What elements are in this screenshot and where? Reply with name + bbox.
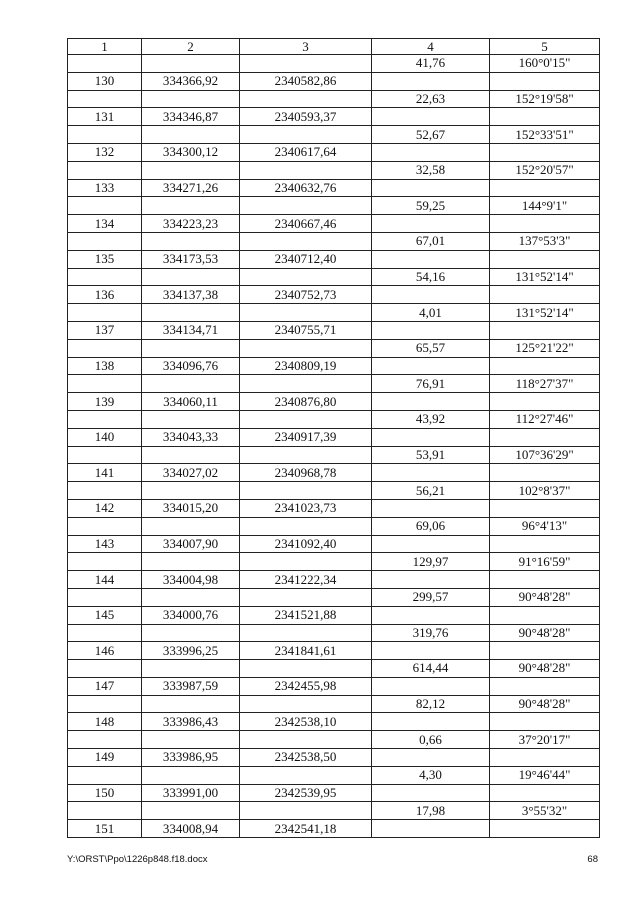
table-cell-col-4: 299,57 [372,588,490,606]
table-cell-col-3 [240,55,372,73]
table-cell-col-5 [490,72,600,90]
table-cell-col-2: 334134,71 [142,321,240,339]
table-row [68,731,600,749]
table-cell-col-2: 334007,90 [142,535,240,553]
table-row [68,464,600,482]
table-cell-col-5 [490,215,600,233]
table-row [68,286,600,304]
table-row [68,215,600,233]
table-cell-col-3: 2341092,40 [240,535,372,553]
table-cell-col-1 [68,766,142,784]
table-cell-col-4 [372,108,490,126]
table-cell-col-3 [240,553,372,571]
table-cell-col-3: 2340582,86 [240,72,372,90]
table-cell-col-1: 142 [68,499,142,517]
table-cell-col-5: 118°27'37" [490,375,600,393]
table-cell-col-4 [372,143,490,161]
table-cell-col-5 [490,286,600,304]
table-cell-col-5: 107°36'29" [490,446,600,464]
table-cell-col-3: 2340632,76 [240,179,372,197]
table-row [68,802,600,820]
table-row [68,410,600,428]
table-cell-col-5 [490,784,600,802]
table-cell-col-2: 334096,76 [142,357,240,375]
table-cell-col-3: 2340876,80 [240,393,372,411]
table-row [68,588,600,606]
table-cell-col-4 [372,713,490,731]
table-cell-col-2 [142,161,240,179]
table-row [68,393,600,411]
table-body [68,55,600,838]
table-cell-col-4: 59,25 [372,197,490,215]
table-row [68,713,600,731]
table-cell-col-4: 614,44 [372,660,490,678]
table-cell-col-2 [142,339,240,357]
table-cell-col-3: 2340968,78 [240,464,372,482]
table-row [68,660,600,678]
table-cell-col-2: 334060,11 [142,393,240,411]
table-header-row [68,39,600,55]
table-cell-col-5: 90°48'28" [490,624,600,642]
table-cell-col-3 [240,339,372,357]
table-cell-col-3: 2340755,71 [240,321,372,339]
table-cell-col-4: 43,92 [372,410,490,428]
table-cell-col-5: 90°48'28" [490,660,600,678]
table-cell-col-1: 134 [68,215,142,233]
table-cell-col-3 [240,446,372,464]
table-cell-col-3: 2340593,37 [240,108,372,126]
table-cell-col-4 [372,499,490,517]
table-cell-col-5 [490,571,600,589]
table-row [68,55,600,73]
table-cell-col-1: 135 [68,250,142,268]
table-cell-col-5 [490,464,600,482]
table-cell-col-5 [490,393,600,411]
table-cell-col-2 [142,766,240,784]
table-row [68,517,600,535]
table-cell-col-1: 149 [68,749,142,767]
footer-file-path: Y:\ORST\Ppo\1226p848.f18.docx [67,854,208,865]
table-cell-col-2: 333987,59 [142,677,240,695]
table-cell-col-1 [68,410,142,428]
table-cell-col-4: 76,91 [372,375,490,393]
table-cell-col-4: 53,91 [372,446,490,464]
table-cell-col-5 [490,642,600,660]
table-cell-col-1: 150 [68,784,142,802]
table-cell-col-1 [68,482,142,500]
table-cell-col-4 [372,250,490,268]
table-row [68,766,600,784]
table-cell-col-4: 82,12 [372,695,490,713]
table-cell-col-5 [490,321,600,339]
table-cell-col-3 [240,268,372,286]
table-cell-col-4: 52,67 [372,126,490,144]
table-cell-col-2: 334173,53 [142,250,240,268]
table-row [68,535,600,553]
table-cell-col-5: 160°0'15" [490,55,600,73]
table-cell-col-1: 140 [68,428,142,446]
table-cell-col-2 [142,55,240,73]
table-cell-col-1 [68,517,142,535]
table-cell-col-3 [240,304,372,322]
table-cell-col-4: 65,57 [372,339,490,357]
table-row [68,250,600,268]
table-cell-col-5: 90°48'28" [490,695,600,713]
table-cell-col-2 [142,126,240,144]
table-cell-col-4: 41,76 [372,55,490,73]
table-cell-col-2: 334366,92 [142,72,240,90]
table-cell-col-3: 2342455,98 [240,677,372,695]
table-cell-col-3 [240,197,372,215]
table-row [68,197,600,215]
table-cell-col-1 [68,126,142,144]
table-cell-col-4 [372,215,490,233]
table-cell-col-1: 151 [68,820,142,838]
column-header-2: 2 [142,39,240,55]
table-cell-col-5 [490,535,600,553]
table-cell-col-4 [372,357,490,375]
table-cell-col-5: 102°8'37" [490,482,600,500]
table-cell-col-1: 139 [68,393,142,411]
table-cell-col-3: 2342538,50 [240,749,372,767]
table-cell-col-3: 2341222,34 [240,571,372,589]
table-cell-col-5 [490,357,600,375]
table-cell-col-1: 148 [68,713,142,731]
table-cell-col-3 [240,731,372,749]
table-cell-col-2 [142,517,240,535]
table-cell-col-5 [490,820,600,838]
table-cell-col-3: 2341841,61 [240,642,372,660]
table-cell-col-4 [372,606,490,624]
table-cell-col-3: 2342539,95 [240,784,372,802]
table-row [68,482,600,500]
table-cell-col-4 [372,677,490,695]
table-cell-col-5: 152°33'51" [490,126,600,144]
table-cell-col-5: 137°53'3" [490,232,600,250]
table-cell-col-4: 67,01 [372,232,490,250]
table-cell-col-1: 143 [68,535,142,553]
table-cell-col-2: 334271,26 [142,179,240,197]
table-cell-col-4: 0,66 [372,731,490,749]
table-cell-col-4 [372,321,490,339]
table-cell-col-4 [372,72,490,90]
table-row [68,232,600,250]
footer-page-number: 68 [587,854,598,865]
table-cell-col-5: 3°55'32" [490,802,600,820]
table-row [68,784,600,802]
table-cell-col-2: 334000,76 [142,606,240,624]
table-row [68,304,600,322]
table-cell-col-3 [240,375,372,393]
table-cell-col-3 [240,232,372,250]
table-cell-col-1: 137 [68,321,142,339]
table-cell-col-4: 56,21 [372,482,490,500]
table-cell-col-4 [372,571,490,589]
table-cell-col-1 [68,731,142,749]
column-header-4: 4 [372,39,490,55]
table-row [68,339,600,357]
table-cell-col-1: 138 [68,357,142,375]
table-cell-col-1 [68,339,142,357]
table-cell-col-1: 133 [68,179,142,197]
table-cell-col-1 [68,446,142,464]
table-cell-col-1 [68,268,142,286]
table-cell-col-1: 130 [68,72,142,90]
table-cell-col-1: 145 [68,606,142,624]
table-row [68,606,600,624]
table-cell-col-4: 54,16 [372,268,490,286]
table-cell-col-5 [490,108,600,126]
column-header-5: 5 [490,39,600,55]
table-row [68,446,600,464]
table-row [68,321,600,339]
table-cell-col-3 [240,517,372,535]
table-cell-col-3 [240,161,372,179]
table-cell-col-2: 334008,94 [142,820,240,838]
table-cell-col-1: 146 [68,642,142,660]
table-cell-col-5: 125°21'22" [490,339,600,357]
table-row [68,108,600,126]
table-row [68,72,600,90]
table-cell-col-1: 141 [68,464,142,482]
table-cell-col-3 [240,766,372,784]
column-header-1: 1 [68,39,142,55]
table-cell-col-3: 2340917,39 [240,428,372,446]
table-cell-col-3 [240,90,372,108]
table-cell-col-5: 91°16'59" [490,553,600,571]
table-cell-col-2 [142,482,240,500]
table-cell-col-5 [490,179,600,197]
table-row [68,749,600,767]
table-row [68,161,600,179]
table-cell-col-3: 2340667,46 [240,215,372,233]
table-cell-col-5: 19°46'44" [490,766,600,784]
table-cell-col-3: 2341023,73 [240,499,372,517]
table-cell-col-1: 144 [68,571,142,589]
table-row [68,143,600,161]
table-cell-col-3: 2340617,64 [240,143,372,161]
table-cell-col-2: 334346,87 [142,108,240,126]
table-cell-col-2 [142,553,240,571]
table-cell-col-1 [68,624,142,642]
table-cell-col-1 [68,197,142,215]
table-cell-col-2: 333996,25 [142,642,240,660]
table-cell-col-4: 32,58 [372,161,490,179]
table-cell-col-4 [372,784,490,802]
table-row [68,179,600,197]
table-cell-col-2: 334300,12 [142,143,240,161]
table-row [68,695,600,713]
table-cell-col-1: 136 [68,286,142,304]
table-cell-col-1 [68,802,142,820]
table-row [68,820,600,838]
table-row [68,624,600,642]
table-cell-col-2 [142,268,240,286]
table-cell-col-4 [372,642,490,660]
table-row [68,642,600,660]
table-cell-col-1 [68,55,142,73]
table-row [68,499,600,517]
table-cell-col-4 [372,535,490,553]
coordinates-table [67,38,600,838]
table-cell-col-4: 129,97 [372,553,490,571]
table-cell-col-3 [240,660,372,678]
table-cell-col-5: 90°48'28" [490,588,600,606]
table-cell-col-3: 2340809,19 [240,357,372,375]
table-row [68,126,600,144]
table-cell-col-3 [240,410,372,428]
table-cell-col-4 [372,749,490,767]
table-cell-col-1: 131 [68,108,142,126]
table-cell-col-4 [372,428,490,446]
table-cell-col-2 [142,588,240,606]
table-cell-col-5 [490,606,600,624]
table-cell-col-5: 96°4'13" [490,517,600,535]
table-cell-col-1: 132 [68,143,142,161]
table-cell-col-5: 144°9'1" [490,197,600,215]
table-cell-col-2 [142,375,240,393]
table-cell-col-4 [372,393,490,411]
table-cell-col-1 [68,695,142,713]
table-cell-col-2: 333991,00 [142,784,240,802]
table-cell-col-5 [490,499,600,517]
table-cell-col-1 [68,553,142,571]
table-cell-col-3: 2340752,73 [240,286,372,304]
table-cell-col-2: 333986,43 [142,713,240,731]
table-cell-col-1: 147 [68,677,142,695]
table-cell-col-5 [490,677,600,695]
table-cell-col-1 [68,90,142,108]
column-header-3: 3 [240,39,372,55]
table-cell-col-2 [142,446,240,464]
table-row [68,677,600,695]
table-cell-col-4: 69,06 [372,517,490,535]
table-cell-col-5: 131°52'14" [490,268,600,286]
table-cell-col-1 [68,161,142,179]
table-row [68,428,600,446]
table-row [68,375,600,393]
table-cell-col-2 [142,731,240,749]
table-cell-col-2: 334137,38 [142,286,240,304]
table-cell-col-2: 334004,98 [142,571,240,589]
table-cell-col-5: 152°20'57" [490,161,600,179]
table-cell-col-3 [240,624,372,642]
table-cell-col-2 [142,802,240,820]
table-cell-col-5 [490,143,600,161]
table-cell-col-2: 334043,33 [142,428,240,446]
table-cell-col-1 [68,660,142,678]
table-cell-col-4 [372,464,490,482]
table-cell-col-2 [142,624,240,642]
table-cell-col-1 [68,375,142,393]
table-cell-col-2 [142,695,240,713]
table-cell-col-3 [240,802,372,820]
table-cell-col-5 [490,428,600,446]
table-cell-col-4: 319,76 [372,624,490,642]
table-cell-col-2 [142,410,240,428]
table-cell-col-4 [372,820,490,838]
table-cell-col-2: 334027,02 [142,464,240,482]
table-cell-col-4 [372,179,490,197]
table-cell-col-4 [372,286,490,304]
table-cell-col-3 [240,588,372,606]
table-cell-col-1 [68,304,142,322]
table-row [68,357,600,375]
table-cell-col-2 [142,304,240,322]
table-cell-col-3 [240,126,372,144]
table-cell-col-4: 17,98 [372,802,490,820]
table-cell-col-2 [142,660,240,678]
table-cell-col-1 [68,232,142,250]
table-cell-col-3: 2342538,10 [240,713,372,731]
table-cell-col-2 [142,90,240,108]
table-cell-col-5 [490,713,600,731]
table-cell-col-1 [68,588,142,606]
table-cell-col-4: 22,63 [372,90,490,108]
table-row [68,268,600,286]
table-row [68,90,600,108]
table-cell-col-5 [490,749,600,767]
table-cell-col-2 [142,232,240,250]
table-cell-col-4: 4,01 [372,304,490,322]
table-cell-col-5: 37°20'17" [490,731,600,749]
table-row [68,553,600,571]
table-cell-col-3 [240,482,372,500]
table-cell-col-5: 152°19'58" [490,90,600,108]
table-cell-col-5: 112°27'46" [490,410,600,428]
table-cell-col-3: 2341521,88 [240,606,372,624]
table-row [68,571,600,589]
table-cell-col-3: 2342541,18 [240,820,372,838]
table-cell-col-5 [490,250,600,268]
table-cell-col-5: 131°52'14" [490,304,600,322]
table-cell-col-3 [240,695,372,713]
table-cell-col-3: 2340712,40 [240,250,372,268]
table-cell-col-4: 4,30 [372,766,490,784]
table-cell-col-2: 334015,20 [142,499,240,517]
table-cell-col-2: 334223,23 [142,215,240,233]
table-cell-col-2 [142,197,240,215]
table-cell-col-2: 333986,95 [142,749,240,767]
